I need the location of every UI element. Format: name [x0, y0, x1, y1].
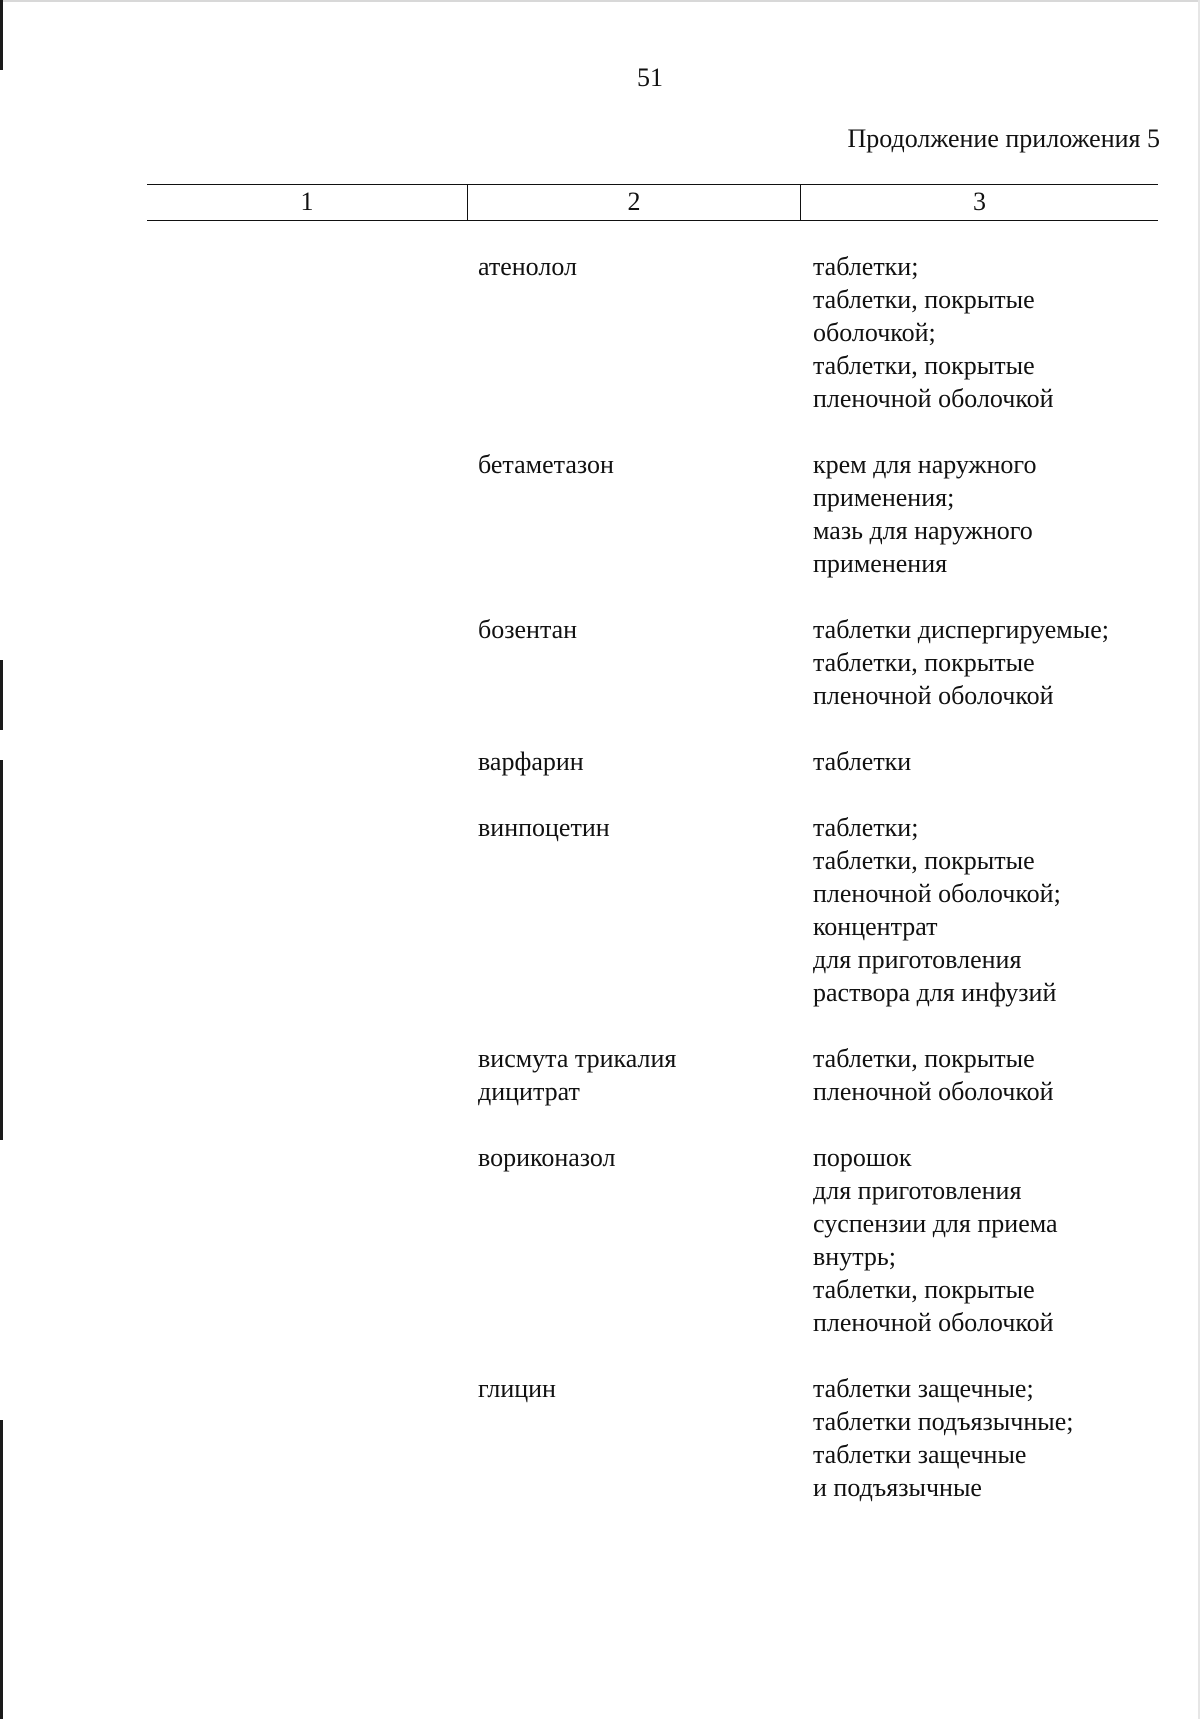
- page-number: 51: [637, 63, 663, 92]
- drug-name: вориконазол: [478, 1143, 616, 1172]
- table-row: [0, 1042, 1200, 1108]
- table-header: [147, 184, 1158, 221]
- drug-name: атенолол: [478, 252, 577, 281]
- drug-name: глицин: [478, 1374, 556, 1403]
- table-row: [0, 1372, 1200, 1504]
- dosage-forms: крем для наружного применения; мазь для наружного применения: [813, 450, 1037, 578]
- dosage-forms: таблетки защечные; таблетки подъязычные; таблетки защечные и подъязычные: [813, 1374, 1074, 1502]
- table-row: [0, 613, 1200, 712]
- dosage-forms: таблетки; таблетки, покрытые пленочной оболочкой; концентрат для приготовления раствора для инфузий: [813, 813, 1061, 1007]
- dosage-forms: таблетки; таблетки, покрытые оболочкой; таблетки, покрытые пленочной оболочкой: [813, 252, 1054, 413]
- page-top-edge: [0, 0, 1200, 2]
- column-header-3: 3: [800, 185, 1158, 220]
- dosage-forms: таблетки: [813, 747, 912, 776]
- table-row: [0, 250, 1200, 415]
- table-row: [0, 811, 1200, 1009]
- dosage-forms: порошок для приготовления суспензии для приема внутрь; таблетки, покрытые пленочной оболочкой: [813, 1143, 1058, 1337]
- drug-name: бозентан: [478, 615, 578, 644]
- table-row: [0, 1141, 1200, 1339]
- drug-name: варфарин: [478, 747, 584, 776]
- drug-name: винпоцетин: [478, 813, 610, 842]
- table-row: [0, 448, 1200, 580]
- column-header-2: 2: [467, 185, 800, 220]
- dosage-forms: таблетки, покрытые пленочной оболочкой: [813, 1044, 1054, 1106]
- drug-table-body: [0, 250, 1200, 1537]
- drug-name: висмута трикалия дицитрат: [478, 1044, 677, 1106]
- table-row: [0, 745, 1200, 778]
- column-header-1: 1: [300, 187, 314, 216]
- dosage-forms: таблетки диспергируемые; таблетки, покрытые пленочной оболочкой: [813, 615, 1109, 710]
- drug-name: бетаметазон: [478, 450, 614, 479]
- continuation-label: Продолжение приложения 5: [847, 124, 1160, 153]
